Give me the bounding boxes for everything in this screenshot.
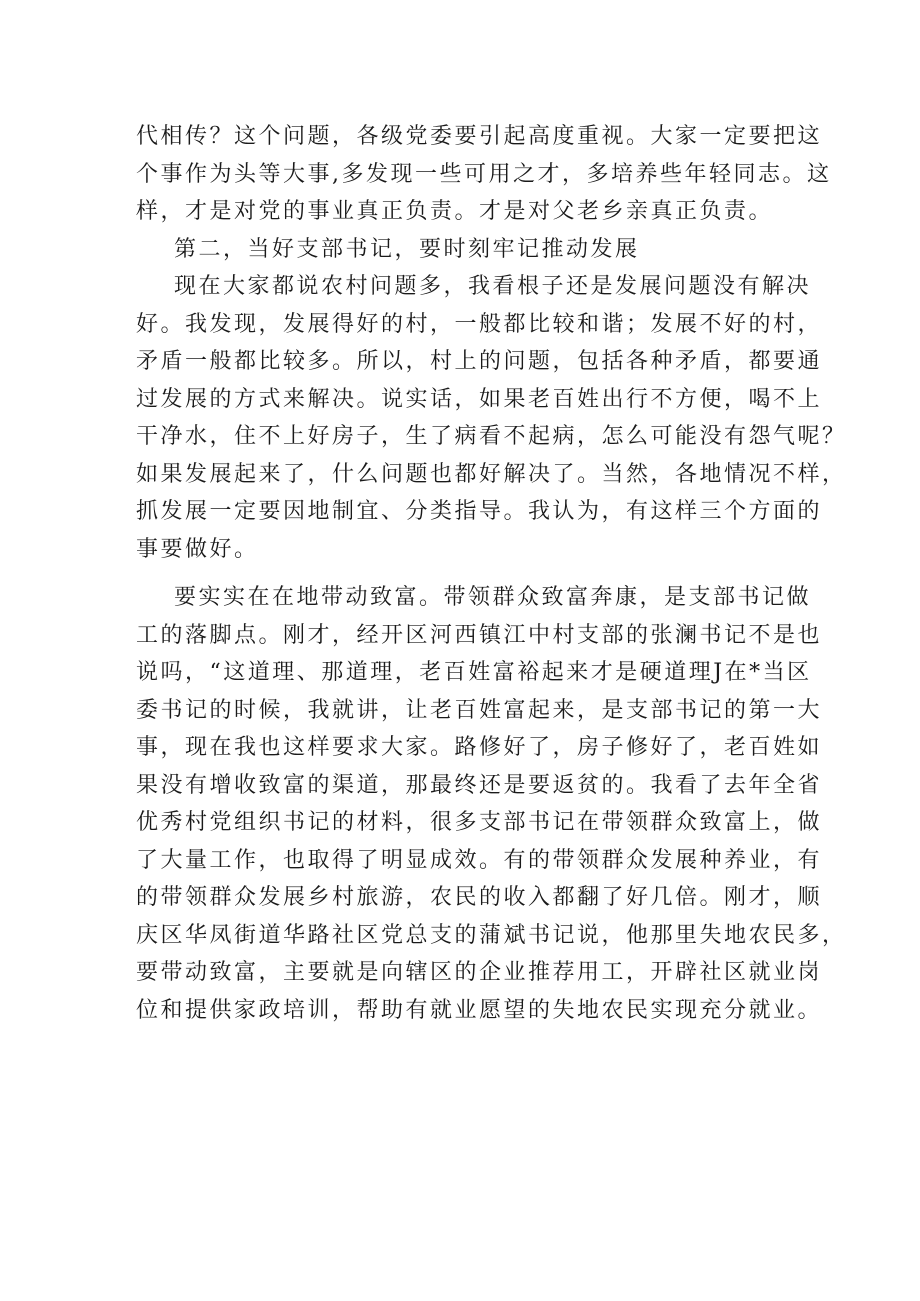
text-line: 工的落脚点。刚才，经开区河西镇江中村支部的张澜书记不是也 [136,622,823,648]
document-body [136,118,847,1029]
text-line: 优秀村党组织书记的材料，很多支部书记在带领群众致富上，做 [136,810,823,835]
text-line: 过发展的方式来解决。说实话，如果老百姓出行不方便，喝不上 [136,386,823,412]
text-line: 干净水，住不上好房子，生了病看不起病，怎么可能没有怨气呢？ [136,424,847,449]
text-line: 委书记的时候，我就讲，让老百姓富起来，是支部书记的第一大 [136,697,823,723]
section-heading-2 [136,231,816,269]
text-line: 好。我发现，发展得好的村，一般都比较和谐；发展不好的村， [136,311,823,337]
text-line: 现在大家都说农村问题多，我看根子还是发展问题没有解决 [136,274,811,299]
paragraph-1 [136,118,832,231]
text-line: 抓发展一定要因地制宜、分类指导。我认为，有这样三个方面的 [136,499,823,524]
text-line: 矛盾一般都比较多。所以，村上的问题，包括各种矛盾，都要通 [136,349,823,374]
paragraph-spacer [136,568,816,579]
text-line: 代相传？这个问题，各级党委要引起高度重视。大家一定要把这 [136,124,823,149]
text-line: 果没有增收致富的渠道，那最终还是要返贫的。我看了去年全省 [136,772,823,798]
text-line: 的带领群众发展乡村旅游，农民的收入都翻了好几倍。刚才，顺 [136,885,823,910]
paragraph-3 [136,579,847,1029]
text-line: 了大量工作，也取得了明显成效。有的带领群众发展种养业，有 [136,847,823,873]
text-line: 说吗，“这道理、那道理，老百姓富裕起来才是硬道理J在*当区 [136,660,812,685]
text-line: 如果发展起来了，什么问题也都好解决了。当然，各地情况不样， [136,461,847,487]
heading-line: 第二，当好支部书记，要时刻牢记推动发展 [136,236,640,262]
text-line: 庆区华凤街道华路社区党总支的蒲斌书记说，他那里失地农民多， [136,922,847,948]
text-line: 要带动致富，主要就是向辖区的企业推荐用工，开辟社区就业岗 [136,960,823,985]
text-line: 事要做好。 [136,536,259,562]
paragraph-2 [136,268,847,568]
text-line: 样，才是对党的事业真正负责。才是对父老乡亲真正负责。 [136,199,774,224]
text-line: 位和提供家政培训，帮助有就业愿望的失地农民实现充分就业。 [136,997,823,1023]
text-line: 要实实在在地带动致富。带领群众致富奔康，是支部书记做 [136,585,811,610]
text-line: 事，现在我也这样要求大家。路修好了，房子修好了，老百姓如 [136,735,823,760]
text-line: 个事作为头等大事,多发现一些可用之才，多培养些年轻同志。这 [136,161,832,187]
